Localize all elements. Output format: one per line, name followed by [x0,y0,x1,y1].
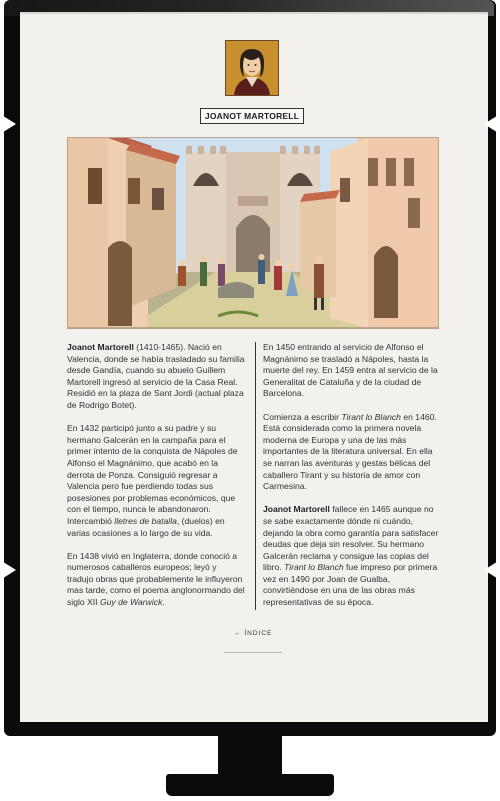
bio-italic: Tirant lo Blanch [341,411,401,422]
biography-right-column [263,342,443,620]
monitor-stand-base [166,774,334,796]
bio-italic: Guy de Warwick [99,597,163,608]
bio-text: En 1438 vivió en Inglaterra, donde conoció a numerosos caballeros europeos; leyó y tradujo obras que probablemente le influyeron mas tarde, como el poema anglonormando del siglo XII [67,550,245,608]
author-name-bold: Joanot Martorell [67,342,134,352]
frame-notch [484,560,500,580]
bio-paragraph-3 [67,551,245,609]
biography-left-column [67,342,245,620]
bio-text: , (duelos) en varias ocasiones a lo largo de su vida. [67,515,225,538]
bio-paragraph-1 [67,342,245,412]
frame-notch [0,560,16,580]
bio-italic: lletres de batalla [114,515,177,526]
column-divider [255,342,256,610]
back-link-underline [224,652,282,653]
bio-text: fallece en 1465 aunque no se sabe exactamente dónde ni cuándo, dejando la obra como garantía para satisfacer deudas que deja sin resolver. Su hermano Galcerán reclama y consigue las copias del libro. [263,504,439,573]
screen [20,12,488,722]
bio-text: (1410-1465). Nació en Valencia, donde se había trasladado su familia desde Gandía, cuando su abuelo Guillem Martorell ingresó al servicio de la Casa Real. Residió en la plaza de Sant Jordi (actual plaza de Rodrigo Botet). [67,342,245,410]
frame-notch [484,114,500,134]
bio-paragraph-2 [67,423,245,539]
bio-paragraph-4: En 1450 entrando al servicio de Alfonso el Magnánimo se trasladó a Nápoles, hasta la muerte del rey. En 1459 entra al servicio de la Generalitat de Cataluña y de la ciudad de Barcelona. [263,342,438,399]
author-portrait [225,40,279,96]
bio-italic: Tirant lo Blanch [284,562,344,573]
monitor-frame [4,0,496,736]
monitor-stand-neck [218,734,282,776]
bio-paragraph-5 [263,412,443,493]
frame-notch [0,114,16,134]
bio-text: fue impreso por primera vez en 1490 por Joan de Gualba, convirtiéndose en una de las obras más representativas de su época. [263,562,438,608]
bio-text: Comienza a escribir [263,411,342,422]
bio-text: en 1460. Está considerada como la primera novela moderna de Europa y una de las más importantes de la literatura universal. En ella se narran las aventuras y gestas bélicas del caballero Tirant y su historia de amor con Carmesina. [263,411,437,492]
author-name-label: JOANOT MARTORELL [200,108,304,124]
author-name-bold: Joanot Martorell [263,504,330,515]
back-to-index-label: ÍNDICE [244,630,273,637]
medieval-street-illustration [67,137,439,329]
back-to-index-link[interactable] [234,630,272,637]
arrow-left-icon: ← [234,630,242,637]
bio-text: En 1432 participó junto a su padre y su hermano Galcerán en la campaña para el primer intento de la conquista de Nápoles de Alfonso el Magnánimo, que acabó en la derrota de Ponza. Consiguió regresar a Valencia pero fue perdiendo todas sus posesiones por problemas económicos, que con el tiempo, nunca le abandonaron. Intercambió [67,423,238,526]
bio-text: . [162,597,165,608]
bio-paragraph-6 [263,504,443,608]
